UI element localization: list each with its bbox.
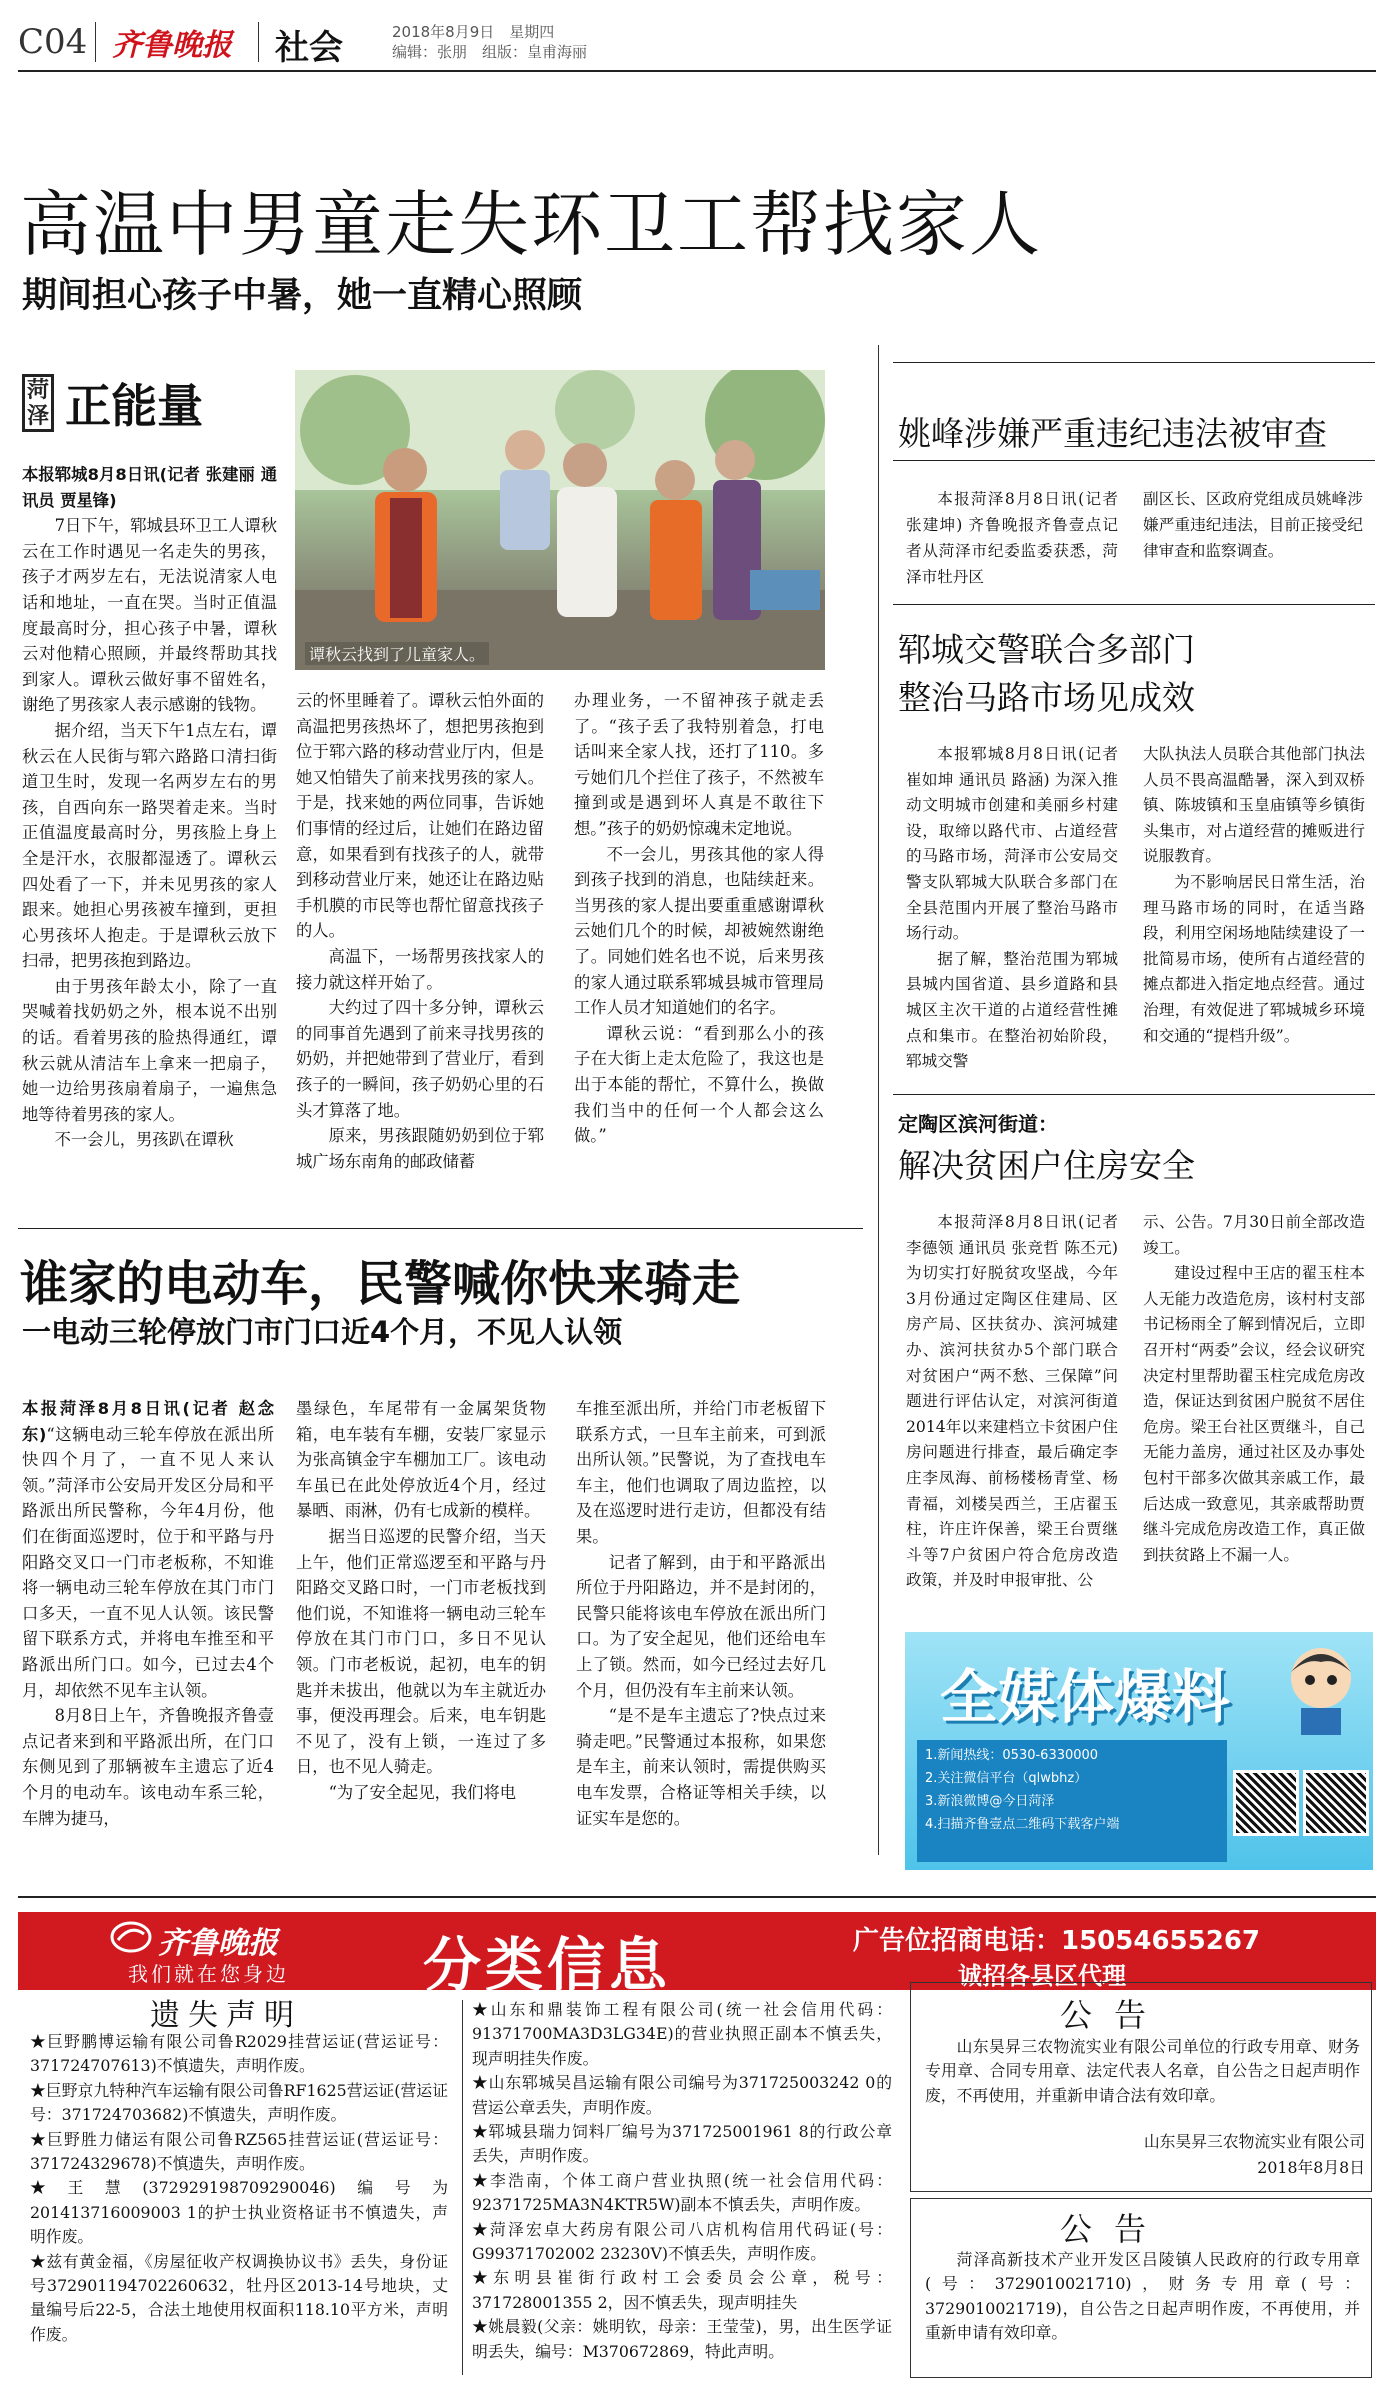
paragraph: 7日下午，郓城县环卫工人谭秋云在工作时遇见一名走失的男孩，孩子才两岁左右，无法说清家人电话和地址，一直在哭。当时正值温度最高时分，担心孩子中暑，谭秋云对他精心照顾，并最终帮助其找到家人。谭秋云做好事不留姓名，谢绝了男孩家人表示感谢的钱物。 — [22, 516, 277, 715]
notice-title: 公告 — [1060, 2210, 1169, 2248]
header-meta — [392, 22, 587, 62]
paragraph: 原来，男孩跟随奶奶到位于郓城广场东南角的邮政储蓄 — [296, 1126, 544, 1171]
lost-column-1 — [30, 2030, 448, 2370]
lost-item: ★山东和鼎装饰工程有限公司(统一社会信用代码：91371700MA3D3LG34E)的营业执照正副本不慎丢失，现声明挂失作废。 — [472, 2000, 892, 2068]
right1-column-1 — [906, 486, 1118, 594]
paragraph: “为了安全起见，我们将电 — [328, 1782, 517, 1802]
story2-column-1 — [22, 1396, 274, 1876]
paragraph: 墨绿色，车尾带有一金属架货物箱，电车装有车棚，安装厂家显示为张高镇金宇车棚加工厂。该电动车虽已在此处停放近4个月，经过暴晒、雨淋，仍有七成新的模样。 — [296, 1399, 546, 1521]
lost-item: ★巨野京九特种汽车运输有限公司鲁RF1625营运证(营运证号：371724703682)不慎遗失，声明作废。 — [30, 2080, 448, 2125]
notice-sign: 山东昊昇三农物流实业有限公司 — [1143, 2132, 1365, 2151]
ad-item: 4.扫描齐鲁壹点二维码下载客户端 — [925, 1817, 1120, 1832]
right-headline-2b: 整治马路市场见成效 — [898, 678, 1195, 717]
media-tipoff-ad — [905, 1632, 1373, 1870]
headline-main: 高温中男童走失环卫工帮找家人 — [20, 183, 1043, 266]
paragraph: 本报菏泽8月8日讯(记者 李德领 通讯员 张竞哲 陈丕元) 为切实打好脱贫攻坚战，今年3月份通过定陶区住建局、区房产局、区扶贫办、滨河城建办、滨河扶贫办5个部门联合对贫困户“两不愁、三保障”问题进行评估认定，对滨河街道2014年以来建档立卡贫困户住房问题进行排查，最后确定李庄李凤海、前杨楼杨青堂、杨青福，刘楼吴西兰，王店翟玉柱，许庄许保善，梁王台贾继斗等7户贫困户符合危房改造政策，并及时申报审批、公 — [906, 1213, 1118, 1590]
paragraph: 办理业务，一不留神孩子就走丢了。“孩子丢了我特别着急，打电话叫来全家人找，还打了110。多亏她们几个拦住了孩子，不然被车撞到或是遇到坏人真是不敢往下想。”孩子的奶奶惊魂未定地说。 — [574, 691, 824, 838]
section-rule — [893, 460, 1375, 461]
banner-phone: 广告位招商电话：15054655267 — [853, 1926, 1260, 1956]
lost-item: ★姚晨毅(父亲：姚明钦，母亲：王莹莹)，男，出生医学证明丢失，编号：M370672869，特此声明。 — [472, 2317, 892, 2361]
ad-item: 1.新闻热线：0530-6330000 — [925, 1748, 1099, 1763]
lost-item: ★兹有黄金福，《房屋征收产权调换协议书》丢失，身份证号372901194702260632，牡丹区2013-14号地块，丈量编号后22-5，合法土地使用权面积118.10平方米，声明作废。 — [30, 2251, 448, 2344]
paragraph: 建设过程中王店的翟玉柱本人无能力改造危房，该村村支部书记杨雨全了解到情况后，立即召开村“两委”会议，经会议研究决定村里帮助翟玉柱完成危房改造，保证达到贫困户脱贫不居住危房。梁王台社区贾继斗，自己无能力盖房，通过社区及办事处包村干部多次做其亲戚工作，最后达成一致意见，其亲戚帮助贾继斗完成危房改造工作，真正做到扶贫路上不漏一人。 — [1143, 1264, 1365, 1564]
badge-text: 正能量 — [65, 379, 204, 433]
story1-column-3 — [574, 688, 824, 1228]
paragraph: 据当日巡逻的民警介绍，当天上午，他们正常巡逻至和平路与丹阳路交叉路口时，一门市老板找到他们说，不知谁将一辆电动三轮车停放在其门市门口，多日不见认领。门市老板说，起初，电车的钥匙并未拔出，他就以为车主就近办事，便没再理会。后来，电车钥匙不见了，没有上锁，一连过了多日，也不见人骑走。 — [296, 1526, 546, 1777]
paragraph-text: “这辆电动三轮车停放在派出所快四个月了，一直不见人来认领。”菏泽市公安局开发区分局和平路派出所民警称，今年4月份，他们在街面巡逻时，位于和平路与丹阳路交叉口一门市老板称，不知谁将一辆电动三轮车停放在其门市门口多天，一直不见人认领。该民警留下联系方式，并将电车推至和平路派出所门口。如今，已过去4个月，却依然不见车主认领。 — [22, 1424, 274, 1700]
paragraph: 记者了解到，由于和平路派出所位于丹阳路边，并不是封闭的，民警只能将该电车停放在派出所门口。为了安全起见，他们还给电车上了锁。然而，如今已经过去好几个月，但仍没有车主前来认领。 — [576, 1552, 826, 1700]
paragraph — [22, 1396, 274, 1703]
date-line: 2018年8月9日 星期四 — [392, 23, 555, 41]
ad-item: 2.关注微信平台（qlwbhz） — [925, 1771, 1088, 1786]
lost-item: ★巨野胜力储运有限公司鲁RZ565挂营运证(营运证号：371724329678)不慎遗失，声明作废。 — [30, 2129, 448, 2174]
section-name: 社会 — [275, 28, 343, 68]
paragraph: 据介绍，当天下午1点左右，谭秋云在人民街与郓六路路口清扫街道卫生时，发现一名两岁左右的男孩，自西向东一路哭着走来。当时正值温度最高时分，男孩脸上身上全是汗水，衣服都湿透了。谭秋云四处看了一下，并未见男孩的家人跟来。她担心男孩被车撞到，更担心男孩坏人抱走。于是谭秋云放下扫帚，把男孩抱到路边。 — [22, 720, 277, 971]
paragraph: 云的怀里睡着了。谭秋云怕外面的高温把男孩热坏了，想把男孩抱到位于郓六路的移动营业厅内，但是她又怕错失了前来找男孩的家人。于是，找来她的两位同事，告诉她们事情的经过后，让她们在路边留意，如果看到有找孩子的人，就带到移动营业厅来，她还让在路边贴手机膜的市民等也帮忙留意找孩子的人。 — [296, 691, 544, 941]
right3-column-2 — [1143, 1210, 1365, 1612]
lost-item: ★东明县崔街行政村工会委员会公章，税号：371728001355 2，因不慎丢失，现声明挂失 — [472, 2268, 892, 2312]
paragraph: 不一会儿，男孩其他的家人得到孩子找到的消息，也陆续赶来。当男孩的家人提出要重重感谢谭秋云她们几个的时候，却被婉然谢绝了。同她们姓名也不说，后来男孩的家人通过联系郓城县城市管理局工作人员才知道她们的名字。 — [574, 844, 824, 1018]
headline-story2: 谁家的电动车，民警喊你快来骑走 — [20, 1256, 741, 1312]
photo-illustration — [295, 370, 825, 670]
photo-caption: 谭秋云找到了儿童家人。 — [305, 642, 489, 665]
classified-banner — [18, 1912, 1376, 1999]
reporter-cartoon-icon — [1275, 1640, 1367, 1735]
editor-line: 编辑：张朋 组版：皇甫海丽 — [392, 43, 588, 61]
subheadline-story2: 一电动三轮停放门市门口近4个月，不见人认领 — [22, 1315, 623, 1349]
byline: 本报菏泽8月8日讯(记者 赵念东) — [22, 1399, 274, 1444]
lost-item: ★巨野鹏博运输有限公司鲁R2029挂营运证(营运证号：371724707613)不慎遗失，声明作废。 — [30, 2032, 448, 2076]
right1-column-2 — [1143, 486, 1363, 594]
section-rule — [18, 1228, 863, 1229]
banner-agent: 诚招各县区代理 — [958, 1962, 1126, 1990]
paragraph: 高温下，一场帮男孩找家人的接力就这样开始了。 — [296, 946, 544, 992]
story2-column-3 — [576, 1396, 826, 1876]
lost-item: ★山东郓城吴昌运输有限公司编号为371725003242 0的营运公章丢失，声明作废。 — [472, 2073, 892, 2117]
paragraph: 据了解，整治范围为郓城县城内国省道、县乡道路和县城区主次干道的占道经营性摊点和集市。在整治初始阶段，郓城交警 — [906, 949, 1118, 1071]
right2-column-2 — [1143, 742, 1365, 1076]
right-headline-1: 姚峰涉嫌严重违纪违法被审查 — [898, 414, 1327, 453]
page-number: C04 — [18, 22, 88, 62]
right-headline-3: 解决贫困户住房安全 — [898, 1146, 1195, 1185]
story1-column-2 — [296, 688, 544, 1228]
notice-body: 菏泽高新技术产业开发区吕陵镇人民政府的行政专用章(号：3729010021710)，财务专用章(号：3729010021719)，自公告之日起声明作废，不再使用，并重新申请有效印章。 — [925, 2250, 1360, 2343]
paragraph: 8月8日上午，齐鲁晚报齐鲁壹点记者来到和平路派出所，在门口东侧见到了那辆被车主遗忘了近4个月的电动车。该电动车系三轮，车牌为捷马， — [22, 1706, 274, 1828]
newspaper-logo: 齐鲁晚报 — [112, 28, 232, 63]
section-rule — [18, 1896, 1376, 1898]
header-divider — [95, 22, 96, 62]
banner-title: 分类信息 — [423, 1931, 672, 1999]
paragraph: 车推至派出所，并给门市老板留下联系方式，一旦车主前来，可到派出所认领。”民警说，为了查找电车车主，他们也调取了周边监控，以及在巡逻时进行走访，但都没有结果。 — [576, 1399, 826, 1546]
story1-column-1 — [22, 462, 277, 1227]
heze-mark: 菏泽 — [22, 374, 54, 432]
lost-item: ★李浩南，个体工商户营业执照(统一社会信用代码：92371725MA3N4KTR5W)副本不慎丢失，声明作废。 — [472, 2170, 892, 2215]
section-rule — [893, 362, 1375, 363]
banner-slogan: 我们就在您身边 — [128, 1962, 289, 1986]
paragraph: 不一会儿，男孩趴在谭秋 — [54, 1130, 234, 1150]
paragraph: 为不影响居民日常生活，治理马路市场的同时，在适当路段，利用空闲场地陆续建设了一批简易市场，使所有占道经营的摊点都进入指定地点经营。通过治理，有效促进了郓城城乡环境和交通的“提档升级”。 — [1143, 872, 1365, 1045]
lost-item: ★菏泽宏卓大药房有限公司八店机构信用代码证(号：G99371702002 23230V)不慎丢失，声明作废。 — [472, 2219, 892, 2264]
paragraph: 本报郓城8月8日讯(记者 崔如坤 通讯员 路涵) 为深入推动文明城市创建和美丽乡村建设，取缔以路代市、占道经营的马路市场，菏泽市公安局交警支队郓城大队联合多部门在全县范围内开展了整治马路市场行动。 — [906, 745, 1118, 943]
column-divider — [878, 345, 879, 1855]
right-kicker-3: 定陶区滨河街道： — [898, 1112, 1058, 1136]
paragraph: “是不是车主遗忘了?快点过来骑走吧。”民警通过本报称，如果您是车主，前来认领时，需提供购买电车发票，合格证等相关手续，以证实车是您的。 — [576, 1706, 826, 1828]
lost-item: ★王慧(372929198709290046)编号为201413716009003 1的护士执业资格证书不慎遗失，声明作废。 — [30, 2178, 448, 2247]
story2-column-2 — [296, 1396, 546, 1876]
right2-column-1 — [906, 742, 1118, 1076]
lost-statement-title: 遗失声明 — [150, 1998, 302, 2033]
paragraph: 本报菏泽8月8日讯(记者 张建坤) 齐鲁晚报齐鲁壹点记者从菏泽市纪委监委获悉，菏泽市牡丹区 — [906, 490, 1118, 586]
paragraph: 示、公告。7月30日前全部改造竣工。 — [1143, 1213, 1365, 1257]
qr-code-icon[interactable] — [1233, 1770, 1299, 1836]
section-rule — [893, 1094, 1375, 1095]
paragraph: 副区长、区政府党组成员姚峰涉嫌严重违纪违法，目前正接受纪律审查和监察调查。 — [1143, 490, 1363, 560]
column-divider — [462, 2000, 463, 2375]
paragraph: 由于男孩年龄太小，除了一直哭喊着找奶奶之外，根本说不出别的话。看着男孩的脸热得通红，谭秋云就从清洁车上拿来一把扇子，她一边给男孩扇着扇子，一遍焦急地等待着男孩的家人。 — [22, 976, 277, 1124]
notice-body: 山东昊昇三农物流实业有限公司单位的行政专用章、财务专用章、合同专用章、法定代表人名章，自公告之日起声明作废，不再使用，并重新申请合法有效印章。 — [925, 2037, 1360, 2105]
subheadline-main: 期间担心孩子中暑，她一直精心照顾 — [22, 276, 583, 316]
section-rule — [893, 604, 1375, 605]
paragraph: 谭秋云说：“看到那么小的孩子在大街上走太危险了，我这也是出于本能的帮忙，不算什么，换做我们当中的任何一个人都会这么做。” — [574, 1023, 824, 1146]
right-headline-2a: 郓城交警联合多部门 — [898, 630, 1195, 669]
banner-brand: 齐鲁晚报 — [158, 1926, 278, 1961]
header-divider — [258, 22, 259, 62]
qr-code-icon[interactable] — [1303, 1770, 1369, 1836]
news-photo — [295, 370, 825, 670]
header-rule — [18, 70, 1376, 72]
byline: 本报郓城8月8日讯(记者 张建丽 通讯员 贾星锋) — [22, 465, 277, 510]
notice-title: 公告 — [1060, 1996, 1169, 2034]
lost-item: ★郓城县瑞力饲料厂编号为371725001961 8的行政公章丢失，声明作废。 — [472, 2122, 892, 2166]
paragraph: 大队执法人员联合其他部门执法人员不畏高温酷暑，深入到双桥镇、陈坡镇和玉皇庙镇等乡镇街头集市，对占道经营的摊贩进行说服教育。 — [1143, 745, 1365, 866]
notice-date: 2018年8月8日 — [1257, 2158, 1365, 2177]
ad-contact-list — [917, 1740, 1227, 1862]
positive-energy-badge — [22, 370, 203, 436]
brand-emblem-icon — [110, 1920, 152, 1954]
ad-title: 全媒体爆料 — [940, 1663, 1231, 1731]
lost-column-2 — [472, 1998, 892, 2378]
right3-column-1 — [906, 1210, 1118, 1612]
ad-item: 3.新浪微博@今日菏泽 — [925, 1794, 1055, 1809]
paragraph: 大约过了四十多分钟，谭秋云的同事首先遇到了前来寻找男孩的奶奶，并把她带到了营业厅，看到孩子的一瞬间，孩子奶奶心里的石头才算落了地。 — [296, 998, 544, 1120]
